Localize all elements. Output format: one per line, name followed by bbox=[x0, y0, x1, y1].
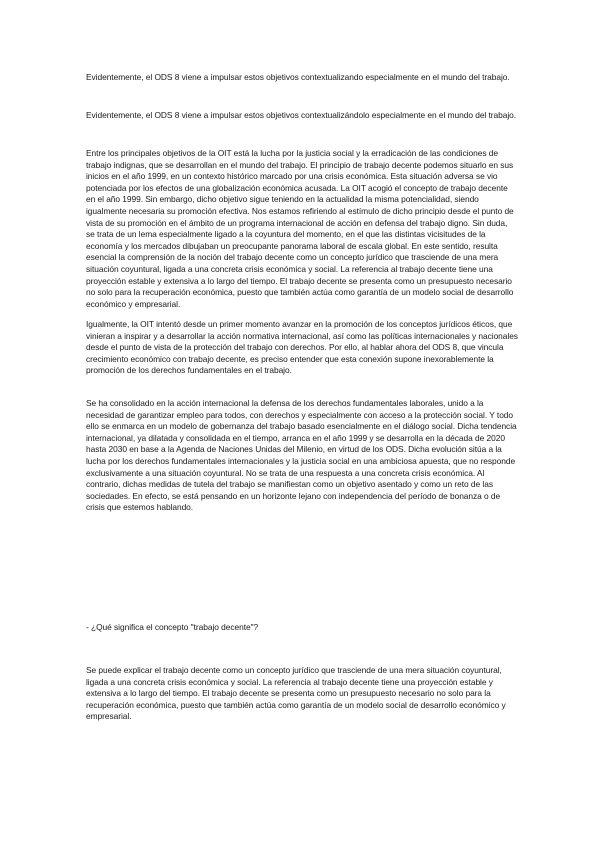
paragraph-5: Se ha consolidado en la acción internacional la defensa de los derechos fundamentales laborales, unido a la necesidad de garantizar empleo para todos, con derechos y especialmente con acceso a la protección social. Y todo ello se enmarca en un modelo de gobernanza del trabajo basado esencialmente en el diálogo social. Dicha tendencia internacional, ya dilatada y consolidada en el tiempo, arranca en el año 1999 y se desarrolla en la década de 2020 hasta 2030 en base a la Agenda de Naciones Unidas del Milenio, en virtud de los ODS. Dicha evolución sitúa a la lucha por los derechos fundamentales internacionales y la justicia social en una ambiciosa apuesta, que no responde exclusivamente a una situación coyuntural. No se trata de una respuesta a una concreta crisis económica. Al contrario, dichas medidas de tutela del trabajo se manifiestan como un objetivo asentado y como un reto de las sociedades. En efecto, se está pensando en un horizonte lejano con independencia del período de bonanza o de crisis que estemos hablando. bbox=[86, 398, 517, 513]
paragraph-4: Igualmente, la OIT intentó desde un primer momento avanzar en la promoción de los conceptos jurídicos éticos, que vinieran a inspirar y a desarrollar la acción normativa internacional, así como las políticas internacionales y nacionales desde el punto de vista de la protección del trabajo con derechos. Por ello, al hablar ahora del ODS 8, que vincula crecimiento económico con trabajo decente, es preciso entender que esta conexión supone inexorablemente la promoción de los derechos fundamentales en el trabajo. bbox=[86, 319, 518, 376]
section-question-heading: - ¿Qué significa el concepto "trabajo decente"? bbox=[86, 622, 259, 632]
paragraph-1: Evidentemente, el ODS 8 viene a impulsar estos objetivos contextualizando especialmente en el mundo del trabajo. bbox=[86, 72, 510, 82]
paragraph-3: Entre los principales objetivos de la OIT está la lucha por la justicia social y la erradicación de las condiciones de trabajo indignas, que se desarrollan en el mundo del trabajo. El principio de trabajo decente podemos situarlo en sus inicios en el año 1999, en un contexto histórico marcado por una crisis económica. Esta situación adversa se vio potenciada por los efectos de una globalización económica acusada. La OIT acogió el concepto de trabajo decente en el año 1999. Sin embargo, dicho objetivo sigue teniendo en la actualidad la misma potencialidad, siendo igualmente necesaria su promoción efectiva. Nos estamos refiriendo al estímulo de dicho principio desde el punto de vista de su promoción en el ámbito de un programa internacional de acción en defensa del trabajo digno. Sin duda, se trata de un lema especialmente ligado a la coyuntura del momento, en el que las distintas vicisitudes de la economía y los mercados dibujaban un preocupante panorama laboral de escala global. En este sentido, resulta esencial la comprensión de la noción del trabajo decente como un concepto jurídico que trasciende de una mera situación coyuntural, ligada a una concreta crisis económica y social. La referencia al trabajo decente tiene una proyección estable y extensiva a lo largo del tiempo. El trabajo decente se presenta como un presupuesto necesario no solo para la recuperación económica, puesto que también actúa como garantía de un modelo social de desarrollo económico y empresarial. bbox=[86, 148, 514, 309]
answer-paragraph: Se puede explicar el trabajo decente como un concepto jurídico que trasciende de una mera situación coyuntural, ligada a una concreta crisis económica y social. La referencia al trabajo decente tiene una proyección estable y extensiva a lo largo del tiempo. El trabajo decente se presenta como un presupuesto necesario no solo para la recuperación económica, puesto que también actúa como garantía de un modelo social de desarrollo económico y empresarial. bbox=[86, 665, 506, 722]
paragraph-2: Evidentemente, el ODS 8 viene a impulsar estos objetivos contextualizándolo especialmente en el mundo del trabajo. bbox=[86, 110, 517, 120]
